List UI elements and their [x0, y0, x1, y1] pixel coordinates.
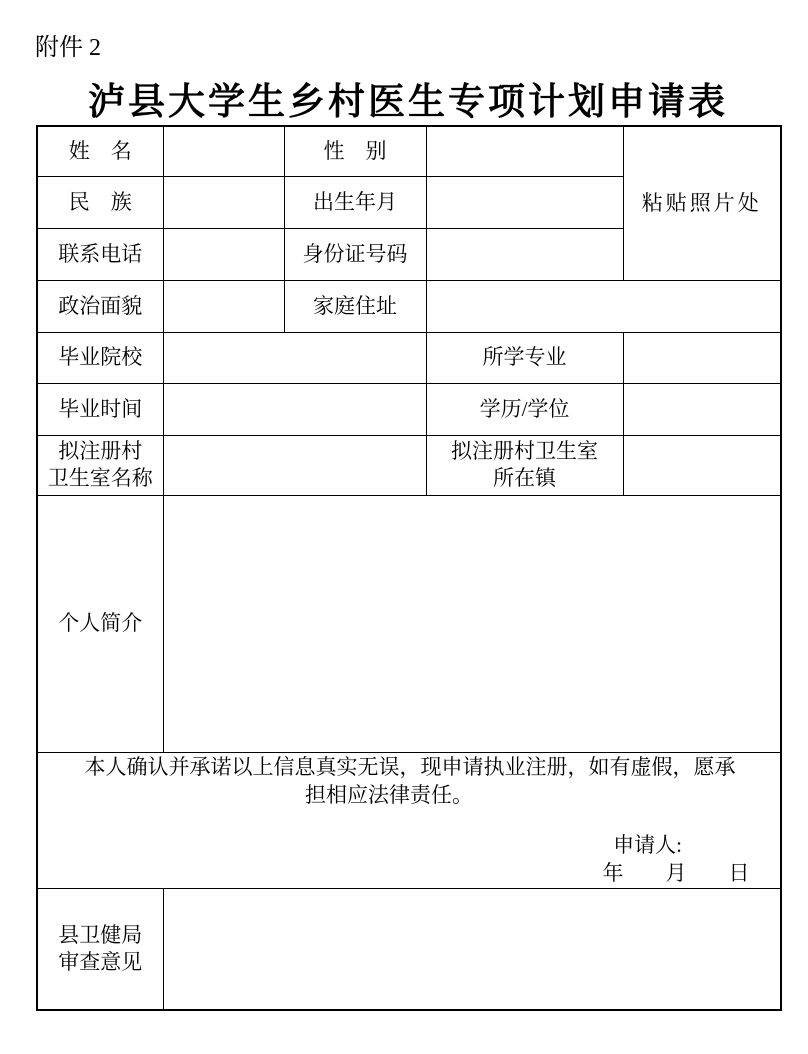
attachment-label: 附件 2: [35, 35, 101, 61]
review-opinion-label-line1: 县卫健局: [58, 922, 143, 947]
home-address-value-cell: [426, 280, 781, 332]
applicant-signature-label: 申请人:: [613, 832, 682, 857]
declaration-text: 本人确认并承诺以上信息真实无误，现申请执业注册，如有虚假，愿承担相应法律责任。: [84, 754, 736, 807]
declaration-cell: [37, 752, 781, 888]
gender-label: 性 别: [284, 126, 426, 176]
political-status-value-cell: [163, 280, 284, 332]
political-status-label: 政治面貌: [37, 280, 163, 332]
degree-label: 学历/学位: [426, 383, 623, 435]
row-school-major: [37, 332, 781, 383]
photo-area-cell: 粘贴照片处: [623, 126, 781, 280]
review-opinion-label: [37, 888, 163, 1010]
clinic-name-label-line2: 卫生室名称: [47, 466, 153, 490]
home-address-label: 家庭住址: [284, 280, 426, 332]
degree-value-cell: [623, 383, 781, 435]
row-gradtime-degree: [37, 383, 781, 435]
clinic-town-label-line1: 拟注册村卫生室: [451, 439, 598, 464]
graduation-time-label: 毕业时间: [37, 383, 163, 435]
clinic-town-label: [426, 435, 623, 495]
clinic-name-label-line1: 拟注册村: [58, 439, 143, 464]
date-signature-label: 年 月 日: [602, 860, 750, 885]
row-declaration: [37, 752, 781, 888]
personal-profile-value-cell: [163, 495, 781, 752]
personal-profile-label: 个人简介: [37, 495, 163, 752]
id-number-label: 身份证号码: [284, 228, 426, 280]
clinic-name-value-cell: [163, 435, 426, 495]
review-opinion-label-line2: 审查意见: [58, 949, 143, 974]
clinic-town-value-cell: [623, 435, 781, 495]
graduate-school-label: 毕业院校: [37, 332, 163, 383]
row-clinic: [37, 435, 781, 495]
ethnicity-value-cell: [163, 176, 284, 228]
name-value-cell: [163, 126, 284, 176]
birth-date-value-cell: [426, 176, 623, 228]
clinic-town-label-line2: 所在镇: [493, 466, 556, 490]
row-name-gender: [37, 126, 781, 176]
name-label: 姓 名: [37, 126, 163, 176]
clinic-name-label: [37, 435, 163, 495]
row-profile: [37, 495, 781, 752]
birth-date-label: 出生年月: [284, 176, 426, 228]
application-form-table: [36, 125, 782, 1011]
ethnicity-label: 民 族: [37, 176, 163, 228]
gender-value-cell: [426, 126, 623, 176]
row-review: [37, 888, 781, 1010]
review-opinion-value-cell: [163, 888, 781, 1010]
id-number-value-cell: [426, 228, 623, 280]
contact-phone-value-cell: [163, 228, 284, 280]
major-label: 所学专业: [426, 332, 623, 383]
contact-phone-label: 联系电话: [37, 228, 163, 280]
graduate-school-value-cell: [163, 332, 426, 383]
major-value-cell: [623, 332, 781, 383]
row-political-address: [37, 280, 781, 332]
graduation-time-value-cell: [163, 383, 426, 435]
page-title: 泸县大学生乡村医生专项计划申请表: [88, 82, 728, 123]
